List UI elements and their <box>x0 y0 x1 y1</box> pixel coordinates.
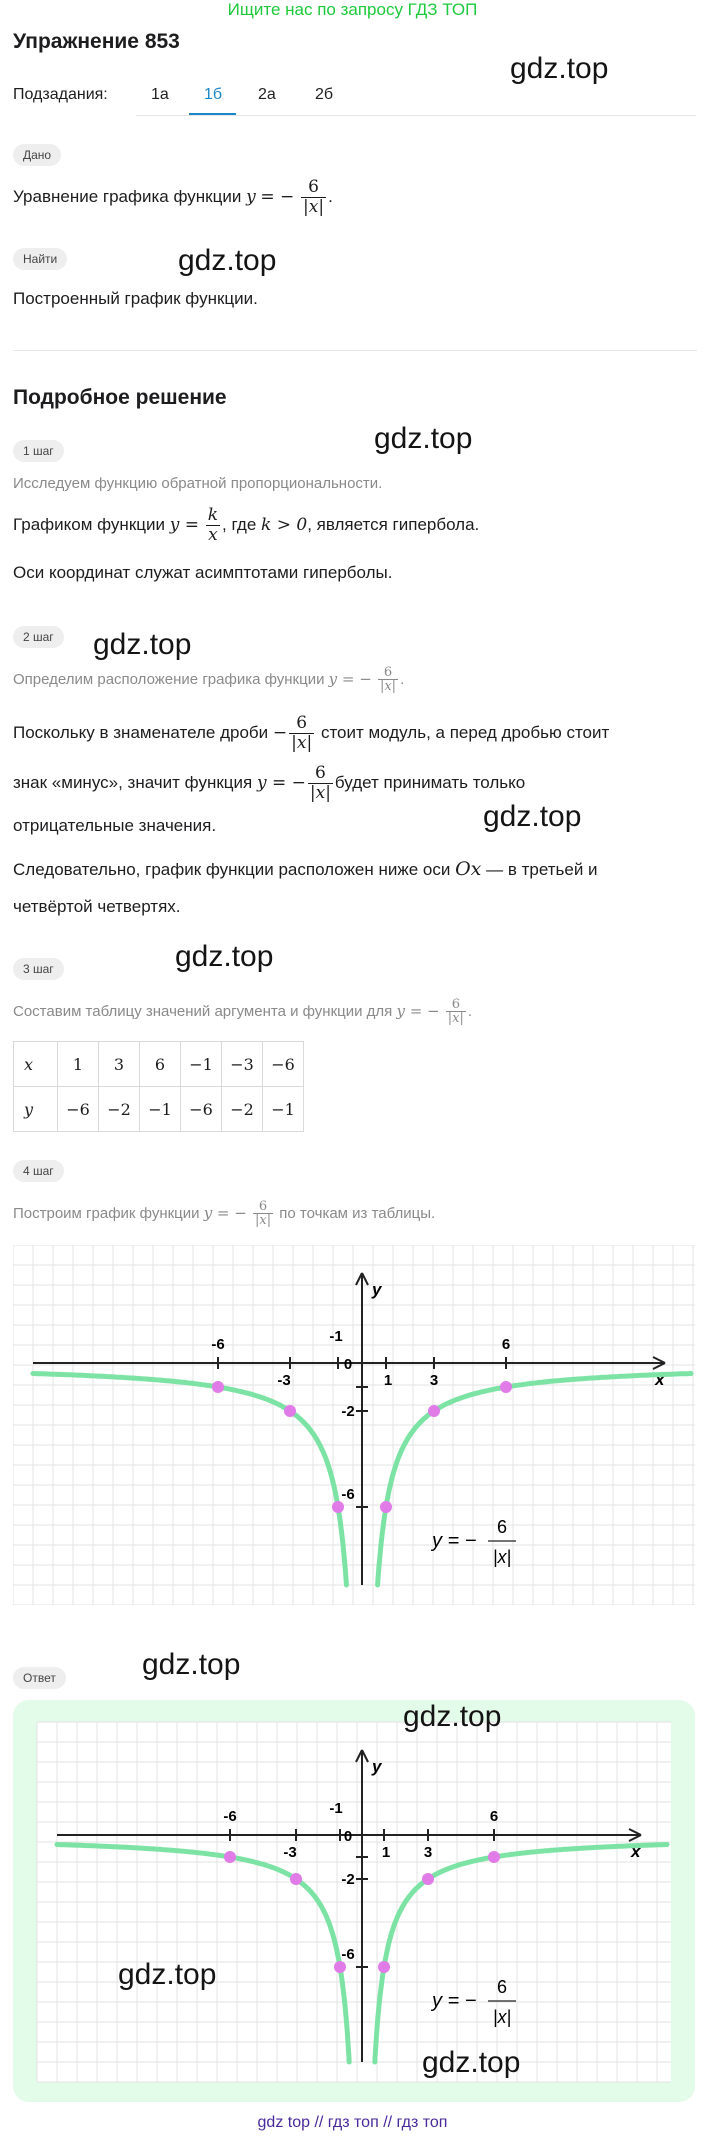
table-cell: −3 <box>222 1042 263 1087</box>
step2-p2 <box>13 758 525 808</box>
origin-label: 0 <box>343 1828 353 1845</box>
tab-1b[interactable]: 1б <box>204 86 223 103</box>
given-fraction <box>301 176 326 217</box>
given-dot: . <box>328 187 333 206</box>
step2-gray-line <box>13 656 404 703</box>
step2-p1-fraction <box>289 712 314 753</box>
step2-p1-a: Поскольку в знаменателе дроби <box>13 723 269 742</box>
step4-gray-fraction <box>253 1200 273 1229</box>
step1-text-b: , где <box>222 515 257 534</box>
step4-pill: 4 шаг <box>13 1160 64 1182</box>
step2-gray-num: 6 <box>378 666 398 681</box>
tick-label: -1 <box>329 1800 343 1817</box>
step2-p1-num: 6 <box>289 715 314 734</box>
step3-gray-fraction <box>446 998 466 1027</box>
tick-label: -3 <box>283 1844 297 1861</box>
step2-gray-text: Определим расположение графика функции <box>13 671 325 688</box>
watermark: gdz.top <box>93 628 192 661</box>
subtasks-label: Подзадания: <box>13 86 108 103</box>
step1-formula-y: y = <box>169 515 199 535</box>
step2-gray-den: |x| <box>379 679 397 695</box>
tick-label: -6 <box>211 1336 225 1353</box>
step2-p1-b: стоит модуль, а перед дробью стоит <box>320 723 610 742</box>
tick-label: 6 <box>501 1336 511 1353</box>
graph-formula-y: y = − <box>432 1990 477 2012</box>
given-formula-eq: = − <box>260 187 295 207</box>
step1-text-a: Графиком функции <box>13 515 165 534</box>
table-cell: −2 <box>99 1087 140 1132</box>
step3-gray-den: |x| <box>447 1011 464 1027</box>
watermark: gdz.top <box>374 422 473 455</box>
origin-label: 0 <box>343 1356 353 1373</box>
step2-p4-ox: Ox <box>455 858 482 880</box>
step1-fraction-den: x <box>208 524 218 545</box>
step1-line2: Оси координат служат асимптотами гиперболы. <box>13 563 393 582</box>
tick-label: -1 <box>329 1328 343 1345</box>
table-point <box>428 1405 440 1417</box>
step1-text-c: , является гипербола. <box>307 515 480 534</box>
table-cell: −6 <box>181 1087 222 1132</box>
given-line <box>13 172 333 222</box>
step2-p1 <box>13 708 609 758</box>
table-cell: x <box>14 1042 58 1087</box>
tick-label: -6 <box>341 1486 355 1503</box>
watermark: gdz.top <box>118 1958 217 1991</box>
answer-pill: Ответ <box>13 1667 66 1689</box>
table-point <box>224 1851 236 1863</box>
solution-title: Подробное решение <box>13 386 227 409</box>
step2-gray-fraction <box>378 666 398 695</box>
step1-line1 <box>13 502 479 548</box>
watermark: gdz.top <box>403 1700 502 1733</box>
given-fraction-num: 6 <box>301 179 326 198</box>
graph-formula-den: |x| <box>492 2007 512 2027</box>
step2-gray-dot: . <box>400 671 405 688</box>
tick-label: 1 <box>383 1372 393 1389</box>
footer-links[interactable]: gdz top // гдз топ // гдз топ <box>257 2114 448 2131</box>
step2-p2-a: знак «минус», значит функция <box>13 773 253 792</box>
step2-p4-b: — в третьей и <box>486 860 598 879</box>
table-point <box>284 1405 296 1417</box>
given-text: Уравнение графика функции <box>13 187 242 206</box>
tick-label: -3 <box>277 1372 291 1389</box>
find-text: Построенный график функции. <box>13 289 258 308</box>
tab-2b[interactable]: 2б <box>315 86 334 103</box>
step2-gray-y: y = − <box>328 670 372 688</box>
step4-gray-num: 6 <box>253 1200 273 1215</box>
y-axis-label: y <box>372 1757 382 1776</box>
step2-p2-y: y = − <box>256 773 306 793</box>
exercise-title: Упражнение 853 <box>13 30 180 53</box>
table-cell: 1 <box>58 1042 99 1087</box>
y-axis-label: y <box>372 1280 382 1299</box>
given-formula-y: y <box>246 187 256 207</box>
given-pill: Дано <box>13 144 61 166</box>
step1-fraction-num: k <box>207 504 219 525</box>
tick-label: -2 <box>341 1403 355 1420</box>
table-cell: −6 <box>58 1087 99 1132</box>
step1-condition: k > 0 <box>261 515 308 535</box>
graph-formula-num: 6 <box>496 1977 508 1997</box>
step1-pill: 1 шаг <box>13 440 64 462</box>
table-cell: −6 <box>263 1042 304 1087</box>
table-row <box>14 1087 304 1132</box>
step2-p1-minus: − <box>272 723 288 743</box>
step2-pill: 2 шаг <box>13 626 64 648</box>
answer-graph <box>13 1700 695 2102</box>
tick-label: 3 <box>423 1844 433 1861</box>
section-divider <box>13 350 697 351</box>
graph-formula-num: 6 <box>496 1517 508 1537</box>
table-point <box>422 1873 434 1885</box>
step2-p4-a: Следовательно, график функции расположен ниже оси <box>13 860 451 879</box>
step2-p4 <box>13 858 598 880</box>
table-cell: −1 <box>181 1042 222 1087</box>
step4-gray-text-b: по точкам из таблицы. <box>279 1205 436 1222</box>
table-cell: −1 <box>140 1087 181 1132</box>
step3-gray-dot: . <box>467 1003 473 1020</box>
graph-formula-den: |x| <box>492 1547 512 1567</box>
step4-gray-y: y = − <box>203 1204 247 1222</box>
step2-p2-b: будет принимать только <box>334 773 526 792</box>
watermark: gdz.top <box>175 940 274 973</box>
step4-gray-line <box>13 1190 435 1237</box>
table-point <box>380 1501 392 1513</box>
table-cell: −2 <box>222 1087 263 1132</box>
table-cell: 6 <box>140 1042 181 1087</box>
step2-p2-den: |x| <box>309 782 331 803</box>
watermark: gdz.top <box>142 1648 241 1681</box>
tick-label: -6 <box>223 1808 237 1825</box>
watermark: gdz.top <box>178 244 277 277</box>
x-axis-label: x <box>631 1842 641 1861</box>
step2-p1-den: |x| <box>291 732 313 753</box>
table-cell: y <box>14 1087 58 1132</box>
function-graph <box>13 1245 695 1605</box>
watermark: gdz.top <box>510 52 609 85</box>
table-cell: 3 <box>99 1042 140 1087</box>
step2-p2-fraction <box>308 762 333 803</box>
step3-gray-line <box>13 988 472 1035</box>
step3-gray-num: 6 <box>446 998 466 1013</box>
given-fraction-den: |x| <box>303 196 325 217</box>
tabs-baseline <box>136 115 696 116</box>
values-table <box>13 1041 304 1132</box>
table-row <box>14 1042 304 1087</box>
step4-gray-text: Построим график функции <box>13 1205 200 1222</box>
step2-p3: отрицательные значения. <box>13 816 217 835</box>
tick-label: -6 <box>341 1946 355 1963</box>
tick-label: 6 <box>489 1808 499 1825</box>
table-point <box>500 1381 512 1393</box>
tick-label: -2 <box>341 1871 355 1888</box>
table-point <box>290 1873 302 1885</box>
watermark: gdz.top <box>483 800 582 833</box>
search-banner: Ищите нас по запросу ГДЗ ТОП <box>227 0 478 19</box>
tick-label: 1 <box>381 1844 391 1861</box>
table-point <box>212 1381 224 1393</box>
tick-label: 3 <box>429 1372 439 1389</box>
x-axis-label: x <box>655 1370 665 1389</box>
tab-2a[interactable]: 2а <box>258 86 276 103</box>
table-point <box>378 1961 390 1973</box>
step1-gray: Исследуем функцию обратной пропорциональности. <box>13 475 383 492</box>
table-cell: −1 <box>263 1087 304 1132</box>
graph-formula-y: y = − <box>432 1530 477 1552</box>
step2-p5: четвёртой четвертях. <box>13 897 181 916</box>
find-pill: Найти <box>13 248 67 270</box>
step3-gray-y: y = − <box>396 1002 440 1020</box>
step4-gray-den: |x| <box>255 1213 272 1229</box>
tab-1a[interactable]: 1а <box>151 86 169 103</box>
step1-fraction <box>206 504 220 545</box>
watermark: gdz.top <box>422 2046 521 2079</box>
active-tab-indicator <box>189 113 236 115</box>
step3-gray-text: Составим таблицу значений аргумента и функции для <box>13 1003 393 1020</box>
step3-pill: 3 шаг <box>13 958 64 980</box>
step2-p2-num: 6 <box>308 765 333 784</box>
table-point <box>488 1851 500 1863</box>
